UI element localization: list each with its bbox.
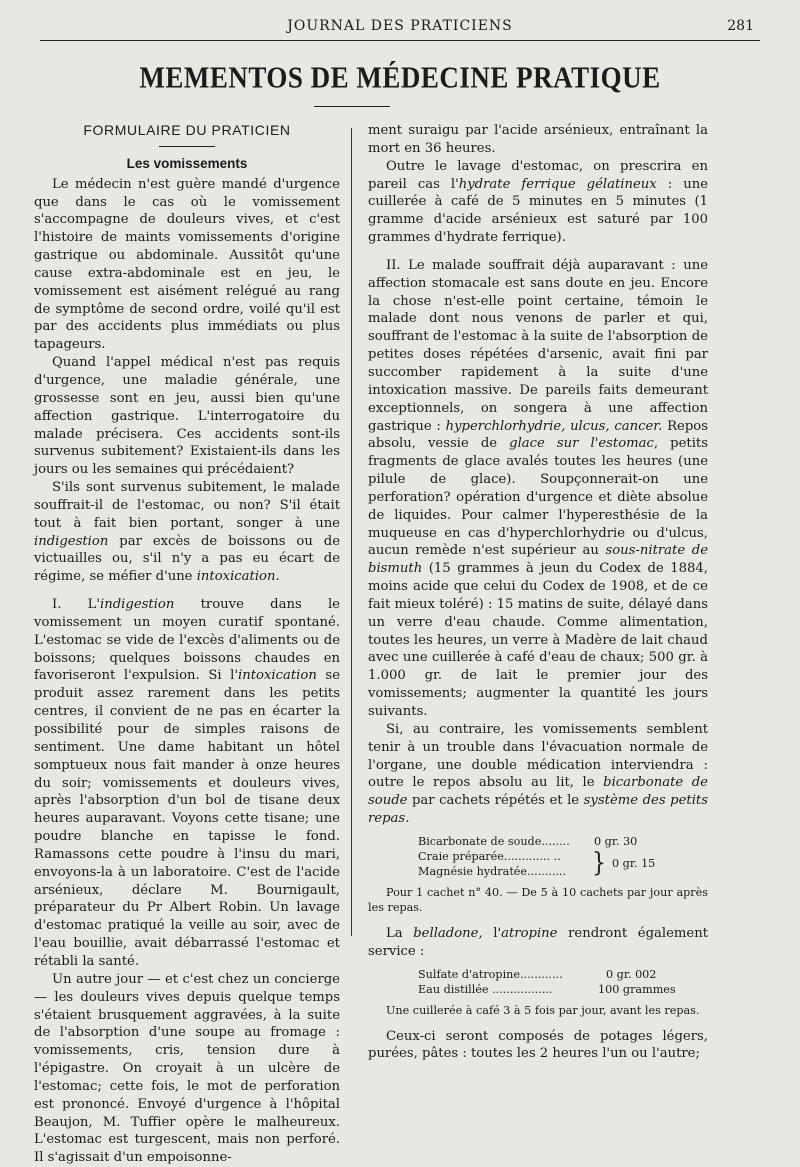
paragraph: ment suraigu par l'acide arsénieux, entraînant la mort en 36 heures. bbox=[368, 123, 708, 156]
brace-glyph: } bbox=[592, 848, 606, 879]
section-title: FORMULAIRE DU PRATICIEN bbox=[83, 122, 291, 138]
article-subtitle: Les vomissements bbox=[126, 155, 248, 171]
paragraph: La belladone, l'atropine rendront également service : bbox=[368, 925, 709, 959]
section-rule bbox=[159, 146, 215, 147]
prescription-note: Une cuillerée à café 3 à 5 fois par jour, avant les repas. bbox=[386, 1003, 700, 1017]
right-column bbox=[368, 122, 708, 1063]
rx-brace-group: Craie préparée............. .. Magnésie hydratée........... } 0 gr. 15 bbox=[418, 848, 656, 879]
paragraph: II. Le malade souffrait déjà auparavant : une affection stomacale est sans doute en jeu. Encore la chose n'est-elle point certaine, témoin le malade dont nous venons de parler et qui, souffrant de l'estomac à la suite de l'absorption de petites doses répétées d'arsenic, avait fini par succomber rapidement à la suite d'une intoxication massive. De pareils faits demeurant exceptionnels, on songera à une affection gastrique : hyperchlorhydrie, ulcus, cancer. Repos absolu, vessie de glace sur l'estomac, petits fragments de glace avalés toutes les heures (une pilule de glace). Soupçonnerait-on une perforation? opération d'urgence et diète absolue de liquides. Pour calmer l'hyperesthésie de la muqueuse en cas d'hyperchlorhydrie ou d'ulcus, aucun remède n'est supérieur au sous-nitrate de bismuth (15 grammes à jeun du Codex de 1884, moins acide que celui du Codex de 1908, et de ce fait mieux toléré) : 15 matins de suite, délayé dans un verre d'eau chaude. Comme alimentation, toutes les heures, un verre à Madère de lait chaud avec une cuillerée à café d'eau de chaux; 500 gr. à 1.000 gr. de lait le premier jour des vomissements; augmenter la quantité les jours suivants. bbox=[368, 257, 708, 719]
paragraph: Le médecin n'est guère mandé d'urgence que dans le cas où le vomissement s'accompagne de douleurs vives, et c'est l'histoire de maints vomissements d'origine gastrique ou abdominale. Aussitôt qu'une cause extra-abdominale est en jeu, le vomissement est aisément relégué au rang de symptôme de second ordre, voilé qu'il est par des accidents plus immédiats ou plus tapageurs. bbox=[34, 176, 340, 353]
rx-line: Eau distillée ................. 100 grammes bbox=[418, 982, 676, 996]
prescription-2 bbox=[368, 967, 708, 997]
left-column bbox=[34, 122, 340, 1167]
prescription-note: Pour 1 cachet n° 40. — De 5 à 10 cachets par jour après les repas. bbox=[368, 885, 708, 914]
paragraph: Outre le lavage d'estomac, on prescrira en pareil cas l'hydrate ferrique gélatineux : une cuillerée à café de 5 minutes en 5 minutes (1 gramme d'acide arsénieux est saturé par 100 grammes d'hydrate ferrique). bbox=[368, 158, 708, 246]
prescription-1 bbox=[368, 834, 708, 879]
column-divider bbox=[351, 128, 352, 936]
page-number: 281 bbox=[727, 18, 754, 34]
paragraph: Ceux-ci seront composés de potages légers, purées, pâtes : toutes les 2 heures l'un ou l'autre; bbox=[368, 1028, 708, 1062]
rx-line: Sulfate d'atropine............ 0 gr. 002 bbox=[418, 967, 657, 981]
paragraph: Un autre jour — et c'est chez un concierge — les douleurs vives depuis quelque temps s'étaient brusquement aggravées, à la suite de l'absorption d'une soupe au fromage : vomissements, cris, tension dure à l'épigastre. On croyait à un ulcère de l'estomac; cette fois, le mot de perforation est prononcé. Envoyé d'urgence à l'hôpital Beaujon, M. Tuffier opère le malheureux. L'estomac est turgescent, mais non perforé. Il s'agissait d'un empoisonne- bbox=[34, 971, 340, 1166]
rx-line: Bicarbonate de soude........ 0 gr. 30 bbox=[418, 834, 638, 848]
paragraph: S'ils sont survenus subitement, le malade souffrait-il de l'estomac, ou non? S'il était tout à fait bien portant, songer à une indigestion par excès de boissons ou de victuailles ou, s'il n'y a pas eu écart de régime, se méfier d'une intoxication. bbox=[34, 480, 340, 585]
paragraph: Si, au contraire, les vomissements semblent tenir à un trouble dans l'évacuation normale de l'organe, une double médication interviendra : outre le repos absolu au lit, le bicarbonate de soude par cachets répétés et le système des petits repas. bbox=[368, 721, 708, 827]
title-rule bbox=[314, 106, 390, 107]
running-header bbox=[40, 16, 760, 41]
paragraph: Quand l'appel médical n'est pas requis d'urgence, une maladie générale, une grossesse sont en jeu, aussi bien qu'une affection gastrique. L'interrogatoire du malade précisera. Ces accidents sont-ils survenus subitement? Existaient-ils dans les jours ou les semaines qui précédaient? bbox=[34, 355, 340, 478]
journal-title: JOURNAL DES PRATICIENS bbox=[287, 18, 513, 34]
page-title: MEMENTOS DE MÉDECINE PRATIQUE bbox=[139, 59, 661, 95]
paragraph: I. L'indigestion trouve dans le vomissement un moyen curatif spontané. L'estomac se vide de l'excès d'aliments ou de boissons; quelques boissons chaudes en favoriseront l'expulsion. Si l'intoxication se produit assez rarement dans les petits centres, il convient de ne pas en écarter la possibilité pour de simples raisons de sentiment. Une dame habitant un hôtel somptueux nous fait mander à onze heures du soir; vomissements et douleurs vives, après l'absorption d'un bol de tisane deux heures auparavant. Voyons cette tisane; une poudre blanche en tapisse le fond. Ramassons cette poudre à l'insu du mari, envoyons-la à un laboratoire. C'est de l'acide arsénieux, déclare M. Bournigault, préparateur du Pr Albert Robin. Un lavage d'estomac pratiqué la veille au soir, avec de l'eau bouillie, avait débarrassé l'estomac et rétabli la santé. bbox=[34, 597, 341, 969]
